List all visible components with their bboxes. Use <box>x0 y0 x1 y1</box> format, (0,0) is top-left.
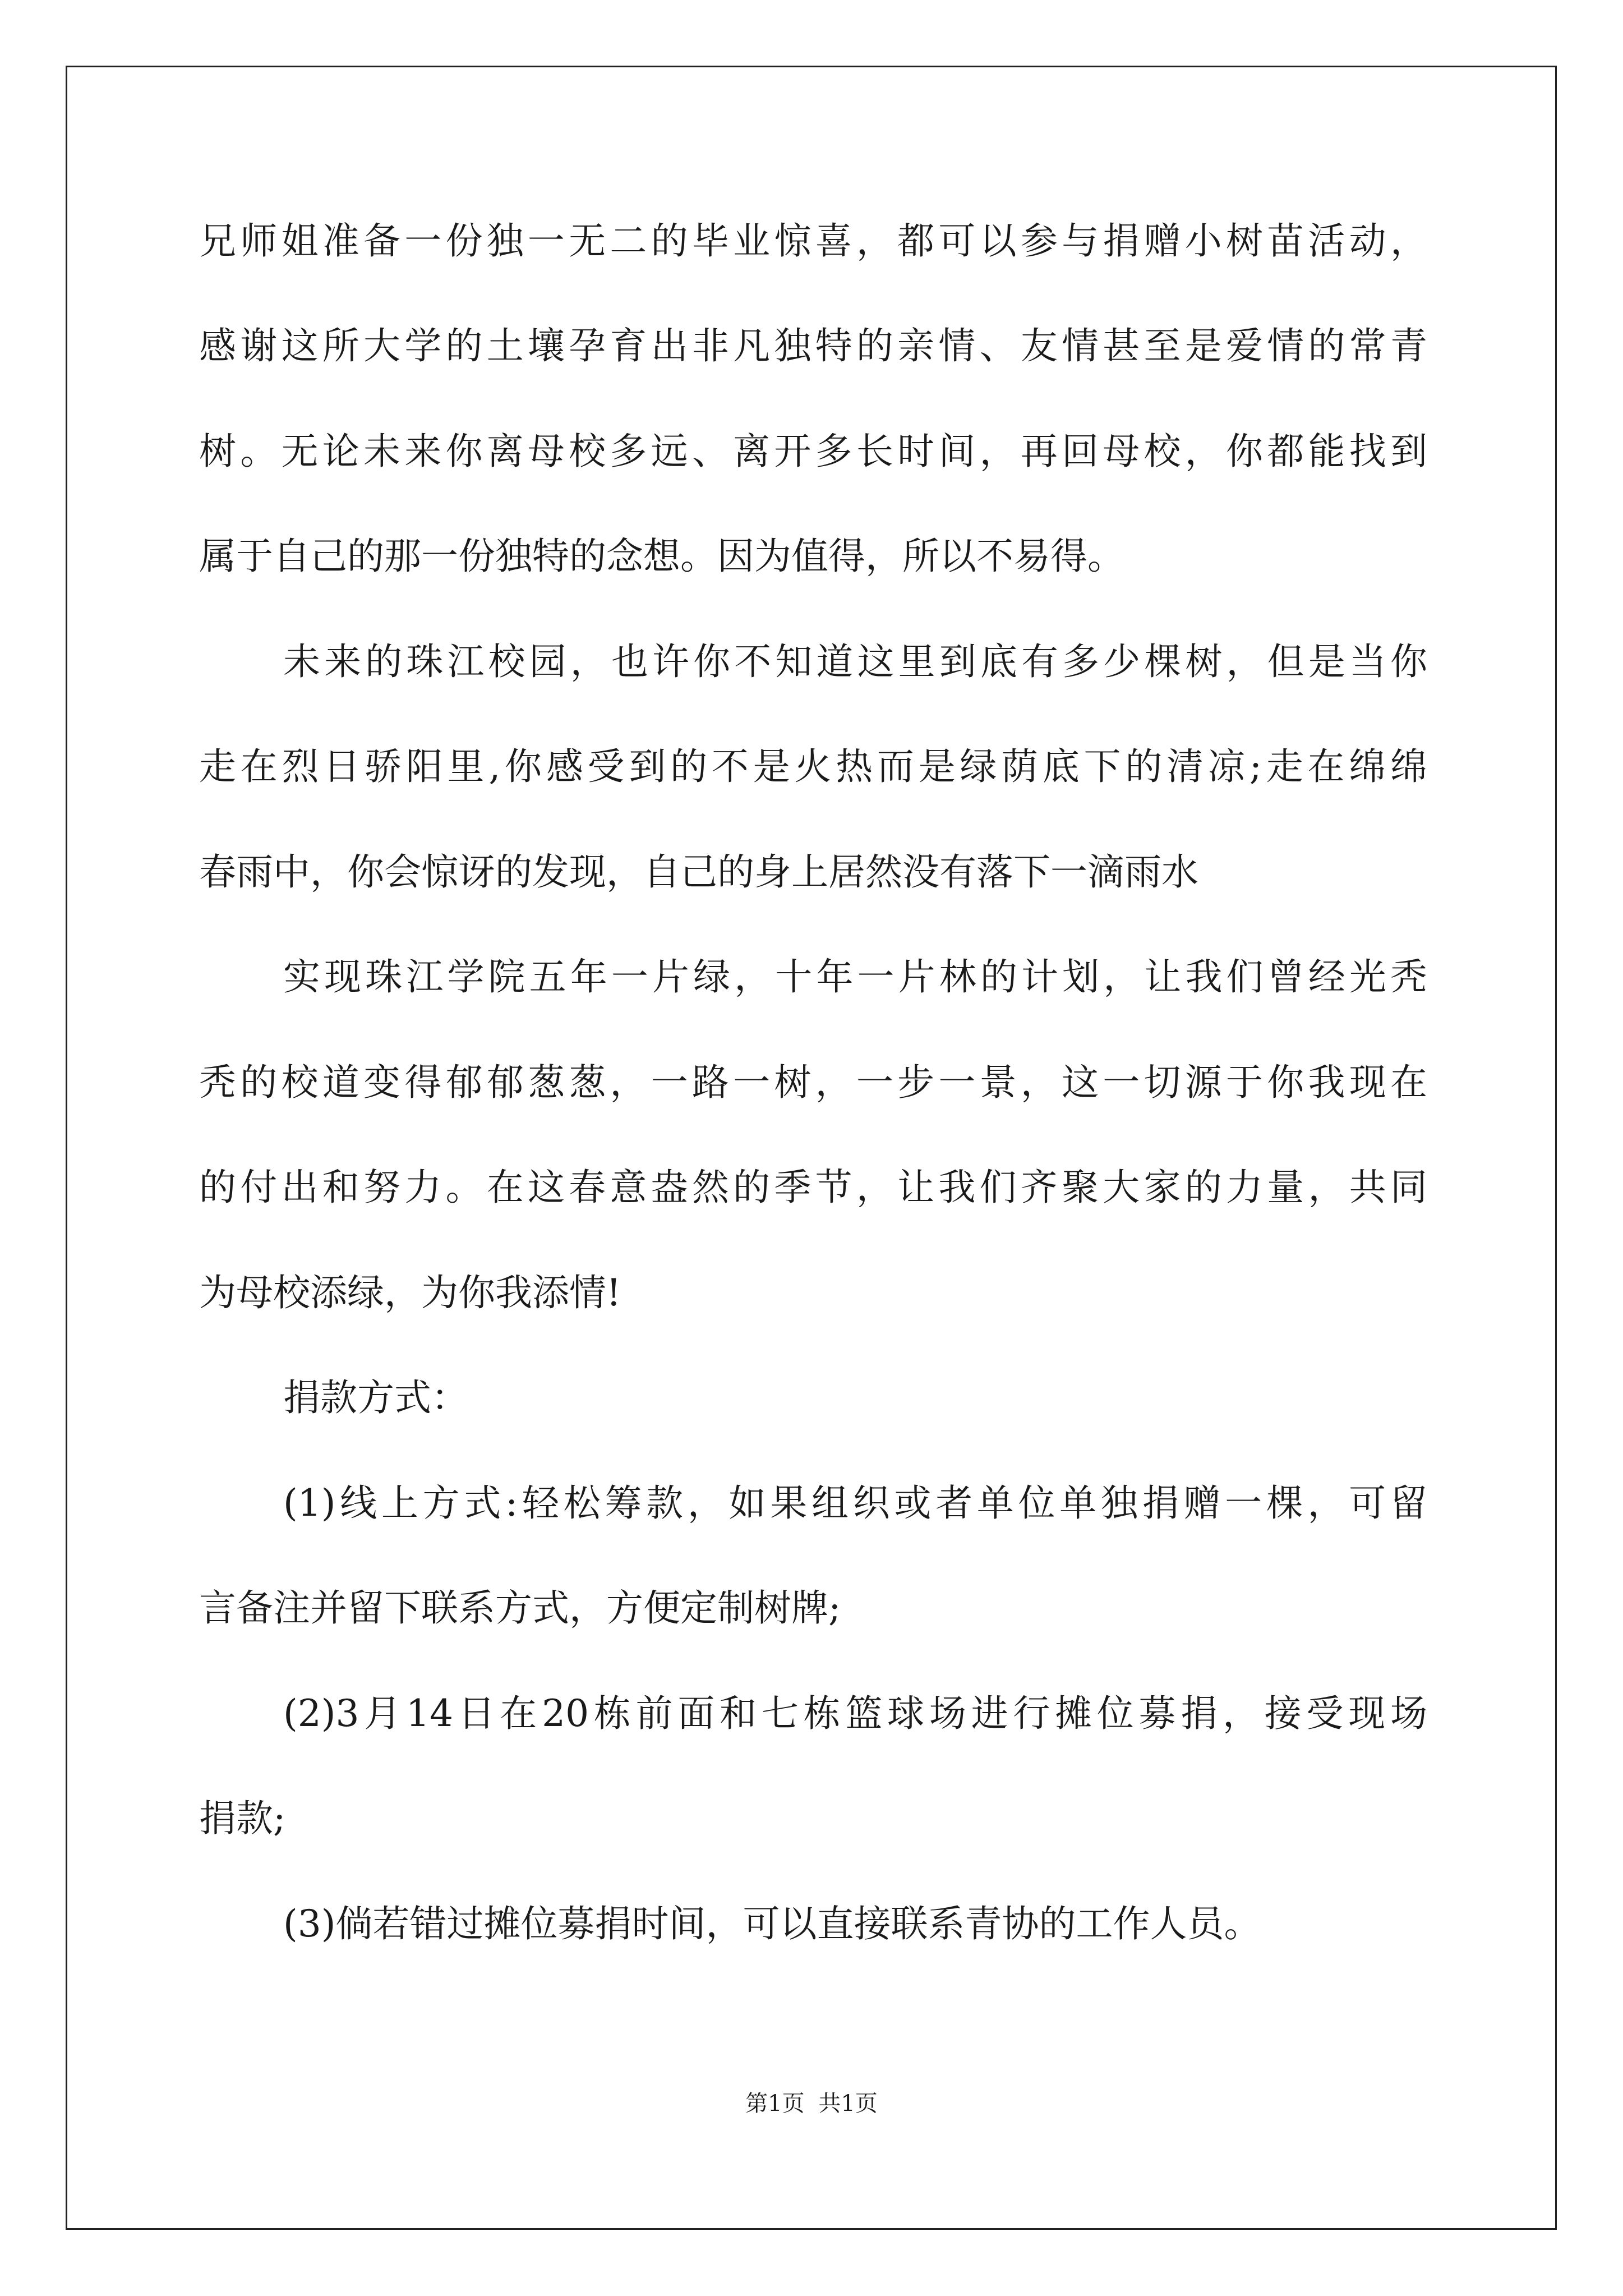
text-line: 为母校添绿，为你我添情! <box>199 1271 621 1314</box>
page-number-total: 共1页 <box>818 2091 878 2116</box>
paragraph-start-line: (2)3月14日在20栋前面和七栋篮球场进行摊位募捐，接受现场 <box>283 1692 1427 1735</box>
text-line: 兄师姐准备一份独一无二的毕业惊喜，都可以参与捐赠小树苗活动， <box>199 219 1427 263</box>
text-line: 捐款; <box>199 1797 286 1840</box>
paragraph-start-line: 实现珠江学院五年一片绿，十年一片林的计划，让我们曾经光秃 <box>283 955 1427 999</box>
paragraph-start-line: (1)线上方式:轻松筹款，如果组织或者单位单独捐赠一棵，可留 <box>283 1481 1427 1525</box>
text-line: 属于自己的那一份独特的念想。因为值得，所以不易得。 <box>199 535 1124 578</box>
paragraph-start-line: 未来的珠江校园，也许你不知道这里到底有多少棵树，但是当你 <box>283 640 1427 683</box>
text-line: 的付出和努力。在这春意盎然的季节，让我们齐聚大家的力量，共同 <box>199 1166 1427 1209</box>
page-footer <box>0 2088 1623 2119</box>
text-line: 树。无论未来你离母校多远、离开多长时间，再回母校，你都能找到 <box>199 430 1427 473</box>
donation-methods-heading: 捐款方式： <box>283 1376 468 1419</box>
paragraph-start-line: (3)倘若错过摊位募捐时间，可以直接联系青协的工作人员。 <box>283 1902 1261 1945</box>
page-number-current: 第1页 <box>745 2091 805 2116</box>
text-line: 感谢这所大学的土壤孕育出非凡独特的亲情、友情甚至是爱情的常青 <box>199 324 1427 367</box>
text-line: 言备注并留下联系方式，方便定制树牌; <box>199 1586 841 1630</box>
text-line: 春雨中，你会惊讶的发现，自己的身上居然没有落下一滴雨水 <box>199 850 1198 894</box>
text-line: 秃的校道变得郁郁葱葱，一路一树，一步一景，这一切源于你我现在 <box>199 1061 1427 1104</box>
text-line: 走在烈日骄阳里,你感受到的不是火热而是绿荫底下的清凉;走在绵绵 <box>199 745 1427 788</box>
